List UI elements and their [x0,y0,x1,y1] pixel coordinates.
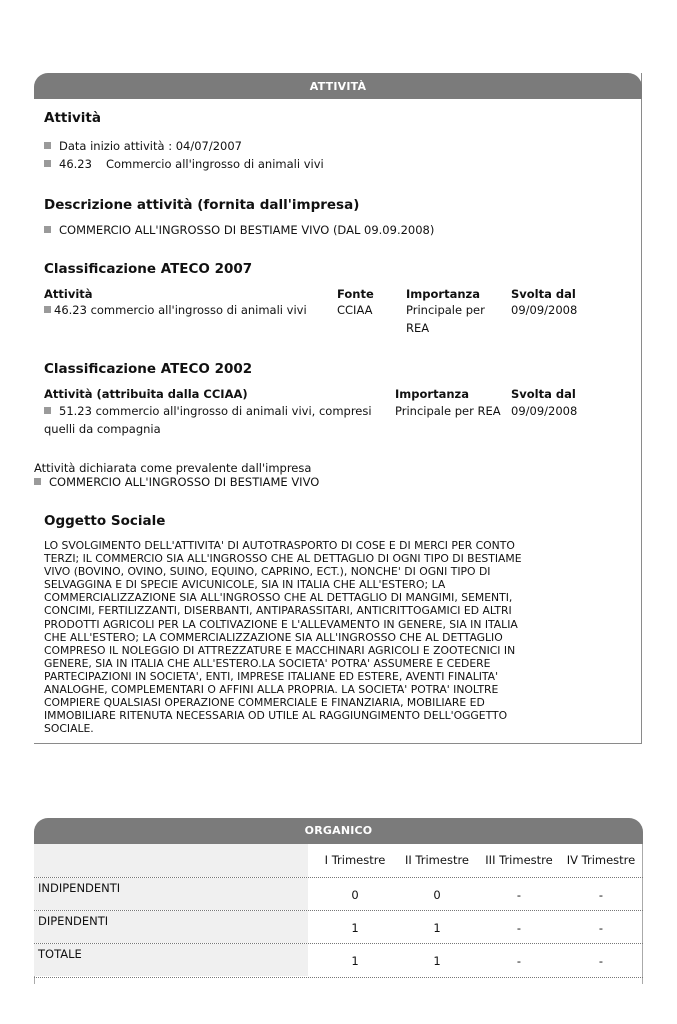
ateco2007-header-attivita: Attività [44,287,93,301]
table-row [34,944,643,976]
organico-col-2: II Trimestre [404,853,470,867]
list-item [44,223,434,237]
attivita-section-title: Attività [44,110,101,126]
cell-value: 1 [351,954,359,968]
row-label: DIPENDENTI [38,914,109,928]
cell-value: - [516,954,522,968]
table-row [34,911,643,943]
ateco2002-header-attivita: Attività (attribuita dalla CCIAA) [44,387,248,401]
row-label: TOTALE [38,947,82,961]
square-bullet-icon [44,160,51,167]
ateco2002-attivita-text-1: 51.23 commercio all'ingrosso di animali vivi, compresi [59,404,372,418]
cell-value: - [598,921,604,935]
organico-header-row [34,844,643,877]
organico-col-4: IV Trimestre [566,853,636,867]
organico-header: ORGANICO [34,818,643,844]
descrizione-title: Descrizione attività (fornita dall'impresa) [44,197,360,213]
cell-value: - [598,954,604,968]
ateco2002-title: Classificazione ATECO 2002 [44,361,253,377]
cell-value: - [516,888,522,902]
square-bullet-icon [34,478,41,485]
ateco2002-row-attivita-1 [44,404,372,418]
ateco2007-row-svolta: 09/09/2008 [511,303,578,317]
ateco2002-header-svolta: Svolta dal [511,387,576,401]
ateco2007-title: Classificazione ATECO 2007 [44,261,253,277]
ateco2002-row-svolta: 09/09/2008 [511,404,578,418]
ateco2002-row-attivita-2: quelli da compagnia [44,422,161,436]
ateco2007-row-fonte: CCIAA [337,303,373,317]
organico-corner-cell [34,844,308,877]
prevalente-item [34,475,319,489]
ateco2007-header-importanza: Importanza [406,287,480,301]
organico-col-3: III Trimestre [485,853,553,867]
codice-attivita: 46.23 [59,157,92,171]
oggetto-sociale-title: Oggetto Sociale [44,513,166,529]
data-inizio-text: Data inizio attività : 04/07/2007 [59,139,243,153]
square-bullet-icon [44,142,51,149]
ateco2007-header-svolta: Svolta dal [511,287,576,301]
ateco2002-row-importanza: Principale per REA [395,404,501,418]
row-label-cell [34,878,308,910]
attivita-header: ATTIVITÀ [34,73,642,99]
descrizione-text: COMMERCIO ALL'INGROSSO DI BESTIAME VIVO (DAL 09.09.2008) [59,223,435,237]
cell-value: 1 [351,921,359,935]
list-item [44,139,242,153]
ateco2002-header-importanza: Importanza [395,387,469,401]
table-row [34,878,643,910]
list-item [44,157,324,171]
prevalente-value: COMMERCIO ALL'INGROSSO DI BESTIAME VIVO [49,475,320,489]
cell-value: - [516,921,522,935]
ateco2007-attivita-text: 46.23 commercio all'ingrosso di animali vivi [54,303,307,317]
cell-value: 1 [433,954,441,968]
cell-value: 0 [433,888,441,902]
ateco2007-row-importanza-2: REA [406,321,430,335]
organico-col-1: I Trimestre [324,853,386,867]
square-bullet-icon [44,226,51,233]
cell-value: 0 [351,888,359,902]
row-label-cell [34,944,308,976]
cell-value: 1 [433,921,441,935]
square-bullet-icon [44,306,51,313]
cell-value: - [598,888,604,902]
ateco2007-row-importanza-1: Principale per [406,303,485,317]
row-label-cell [34,911,308,943]
row-divider [34,977,643,978]
square-bullet-icon [44,407,51,414]
ateco2007-row-attivita [44,303,307,317]
prevalente-label: Attività dichiarata come prevalente dall'impresa [34,461,312,475]
row-label: INDIPENDENTI [38,881,121,895]
codice-descrizione: Commercio all'ingrosso di animali vivi [105,157,324,171]
oggetto-sociale-text: LO SVOLGIMENTO DELL'ATTIVITA' DI AUTOTRASPORTO DI COSE E DI MERCI PER CONTO TERZI; IL COMMERCIO SIA ALL'INGROSSO CHE AL DETTAGLIO DI OGNI TIPO DI BESTIAME VIVO (BOVINO, OVINO, SUINO, EQUINO, CAPRINO, ECT.), NONCHE' DI OGNI TIPO DI SELVAGGINA E DI SPECIE AVICUNICOLE, SIA IN ITALIA CHE ALL'ESTERO; LA COMMERCIALIZZAZIONE SIA ALL'INGROSSO CHE AL DETTAGLIO DI MANGIMI, SEMENTI, CONCIMI, FERTILIZZANTI, DISERBANTI, ANTIPARASSITARI, ANTICRITTOGAMICI ED ALTRI PRODOTTI AGRICOLI PER LA COLTIVAZIONE E L'ALLEVAMENTO IN GENERE, SIA IN ITALIA CHE ALL'ESTERO; LA COMMERCIALIZZAZIONE SIA ALL'INGROSSO CHE AL DETTAGLIO COMPRESO IL NOLEGGIO DI ATTREZZATURE E MACCHINARI AGRICOLI E ZOOTECNICI IN GENERE, SIA IN ITALIA CHE ALL'ESTERO.LA SOCIETA' POTRA' ASSUMERE E CEDERE PARTECIPAZIONI IN SOCIETA', ENTI, IMPRESE ITALIANE ED ESTERE, AVENTI FINALITA' ANALOGHE, COMPLEMENTARI O AFFINI ALLA PROPRIA. LA SOCIETA' POTRA' INOLTRE COMPIERE QUALSIASI OPERAZIONE COMMERCIALE E FINANZIARIA, MOBILIARE ED IMMOBILIARE RITENUTA NECESSARIA OD UTILE AL RAGGIUNGIMENTO DELL'OGGETTO SOCIALE. [44,539,522,736]
ateco2007-header-fonte: Fonte [337,287,374,301]
